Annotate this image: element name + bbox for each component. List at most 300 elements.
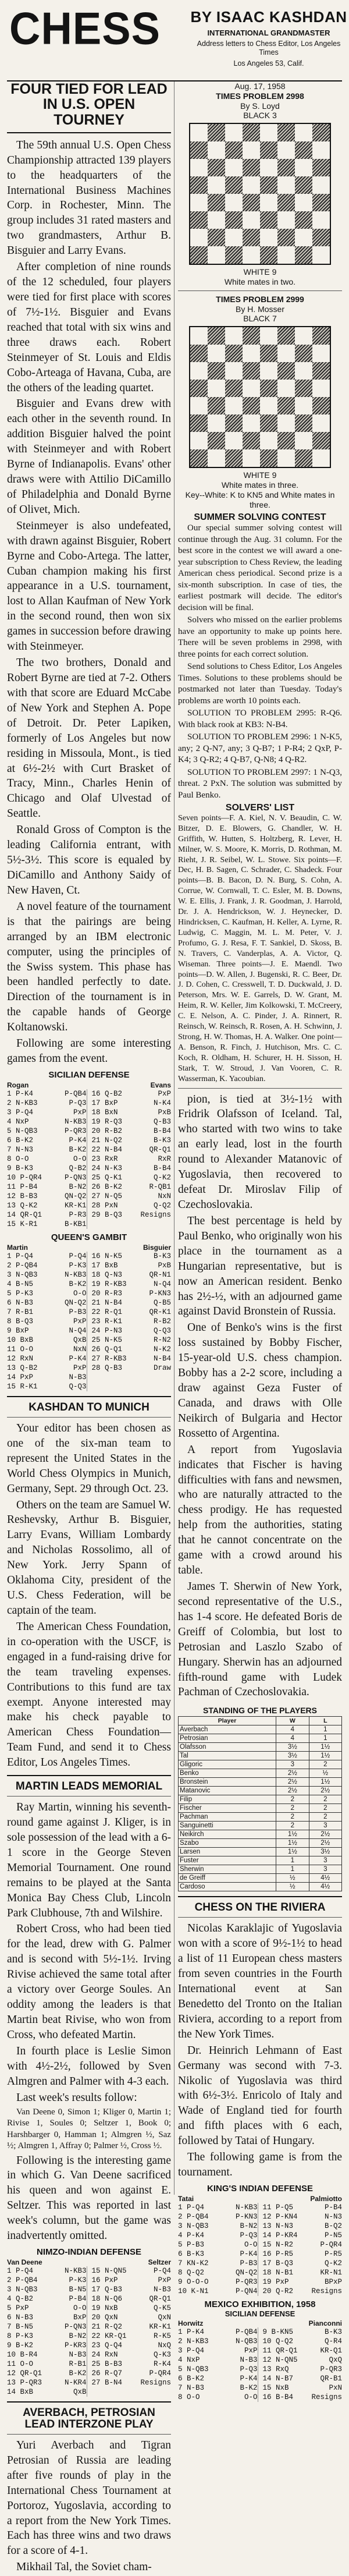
board-square [260, 211, 277, 229]
standings-row [179, 1804, 342, 1813]
move-row [92, 2378, 172, 2387]
article-paragraph: Dr. Heinrich Lehmann of East Germany was second with 7-3. Nikolic of Yugoslavia was third with 6½-3½. Enricolo of Italy and Wade of England tied for fourth and fifth places with 6 each, followed by Tatai of Hungary. [178, 2044, 342, 2148]
article-paragraph: Yuri Averbach and Tigran Petrosian of Russia are leading after five rounds of play in the International Chess Tournament at Portoroz, Yugoslavia, according to a report from the New York Times. Each has three wins and two draws for a score of 4-1. [7, 2439, 171, 2557]
white-move: 7 N-B3 [178, 2384, 205, 2392]
white-move: 8 O-O [178, 2393, 200, 2401]
article-paragraph: James T. Sherwin of New York, second representative of the U.S., has 1-4 score. He defeated Boris de Greiff of Colombia, but lost to Petrosian and Laszlo Szabo of Hungary. Sherwin has an adjourned fifth-round game with Ludek Pachman of Czechoslovakia. [178, 1581, 342, 1699]
black-move: P-QR3 [64, 1126, 87, 1135]
board-square [260, 159, 277, 176]
board-square [312, 397, 330, 414]
move-row [178, 2277, 258, 2287]
board-square [295, 194, 312, 211]
black-move: QR-K1 [149, 1308, 171, 1316]
board-square [190, 176, 208, 194]
article-paragraph: A report from Yugoslavia indicates that Fischer is having difficulties with fans and newsmen, who are naturally attracted to the chess prodigy. He has requested help from the authorities, stating that he cannot concentrate on the game with a crowd around his table. [178, 1443, 342, 1577]
board-square [312, 327, 330, 345]
standings-row [179, 1839, 342, 1848]
standings-title: STANDING OF THE PLAYERS [202, 1706, 318, 1716]
move-row [92, 1317, 172, 1326]
black-move: QxB [73, 2388, 87, 2397]
wins: 2 [276, 1813, 309, 1822]
move-row [92, 1261, 172, 1270]
problem-black-count: BLACK 3 [243, 111, 277, 121]
player-name: Gligoric [179, 1760, 276, 1769]
board-square [260, 194, 277, 211]
headline-interzone-1: AVERBACH, PETROSIAN [23, 2407, 155, 2419]
board-square [312, 159, 330, 176]
move-row [92, 1182, 172, 1192]
board-square [208, 449, 225, 467]
black-move: PxP [158, 2276, 171, 2285]
losses: 1½ [309, 1778, 341, 1787]
board-square [260, 449, 277, 467]
problem-date: Aug. 17, 1958 [234, 82, 286, 91]
white-move: 21 N-Q2 [91, 1136, 123, 1145]
results-list: Van Deene 0, Simon 1; Kliger 0, Martin 1; Rivise 1, Soules 0; Seltzer 1, Book 0; Harshbarger 0, Hamman 1; Almgren ½, Saz ½; Almgren 1, Affray 0; Palmer ½, Cross ½. [7, 2107, 171, 2150]
move-row [178, 2383, 258, 2393]
move-row [7, 2359, 87, 2369]
move-row [92, 1173, 172, 1182]
white-move: 22 N-B4 [91, 1145, 123, 1154]
board-square [243, 380, 260, 397]
white-move: 16 Q-B2 [91, 1089, 123, 1098]
board-square [295, 397, 312, 414]
article-paragraph: Others on the team are Samuel W. Reshevsky, Arthur B. Bisguier, Larry Evans, William Lombardy and Nicholas Rossolimo, all of New York. Jerry Spann of Oklahoma City, president of the U.S. Chess Federation, will be captain of the team. [7, 1498, 171, 1617]
problem-task: White mates in two. [224, 277, 296, 286]
losses: 1 [309, 1725, 341, 1734]
white-move: 4 B-N5 [7, 1280, 34, 1288]
move-row [7, 1382, 87, 1391]
white-move: 22 KR-Q1 [91, 2332, 127, 2341]
board-square [243, 246, 260, 264]
white-move: 24 N-K3 [91, 1164, 123, 1172]
losses: 2½ [309, 1787, 341, 1795]
move-row [178, 2240, 258, 2249]
white-move: 14 N-B7 [262, 2375, 294, 2383]
standings-row [179, 1883, 342, 1891]
wins: 3½ [276, 1743, 309, 1752]
black-move: B-B4 [153, 1164, 171, 1172]
move-row [263, 2337, 343, 2346]
white-move: 19 NxB [91, 2304, 118, 2313]
board-square [190, 345, 208, 362]
move-row [92, 2359, 172, 2369]
black-move: N-Q4 [69, 1326, 87, 1335]
white-move: 13 RxQ [262, 2365, 289, 2373]
standings-row [179, 1865, 342, 1874]
board-square [277, 194, 295, 211]
board-square [208, 327, 225, 345]
board-square [225, 194, 243, 211]
board-square [295, 229, 312, 246]
move-row [178, 2231, 258, 2240]
board-square [260, 176, 277, 194]
white-move: 11 O-O [7, 1345, 34, 1353]
black-move: P-B3 [240, 2259, 258, 2267]
board-square [277, 176, 295, 194]
losses: 3½ [309, 1848, 341, 1856]
black-move: P-QB4 [64, 1089, 87, 1098]
black-move: QxN [158, 2313, 171, 2322]
black-move: B-KB1 [64, 1220, 87, 1228]
player-name: Filip [179, 1795, 276, 1804]
board-square [277, 449, 295, 467]
board-square [260, 327, 277, 345]
black-move: O-O [73, 2304, 87, 2313]
board-square [243, 229, 260, 246]
black-move: Q-R4 [324, 2337, 342, 2345]
white-move: 18 BxN [91, 1108, 118, 1117]
move-row [7, 2304, 87, 2313]
black-move: QN-Q2 [64, 1192, 87, 1200]
white-move: 27 N-Q5 [91, 1192, 123, 1200]
white-move: 4 NxP [7, 1117, 29, 1126]
white-move: 8 P-K3 [7, 2332, 34, 2341]
move-row [7, 2313, 87, 2322]
white-move: 12 N-QN5 [262, 2356, 298, 2364]
white-move: 4 Q-B2 [7, 2295, 34, 2304]
white-move: 10 Q-Q2 [262, 2337, 294, 2345]
problem-author: By H. Mosser [235, 304, 284, 314]
address-line-1: Address letters to Chess Editor, Los Angeles Times [197, 39, 341, 57]
move-row [92, 1363, 172, 1373]
white-move: 11 QR-Q1 [262, 2347, 298, 2355]
losses: 1 [309, 1734, 341, 1743]
losses: 1½ [309, 1752, 341, 1760]
move-row [92, 1289, 172, 1298]
white-move: 11 P-B4 [7, 1182, 38, 1191]
move-row [92, 2304, 172, 2313]
white-move: 14 BxB [7, 2388, 34, 2397]
problem-white-count: WHITE 9 [243, 267, 277, 277]
black-move: N-B3 [69, 1373, 87, 1381]
white-move: 9 O-O-O [178, 2278, 209, 2286]
board-square [190, 141, 208, 159]
black-move: P-K4 [240, 2250, 258, 2258]
white-move: 12 QR-Q1 [7, 2369, 42, 2378]
board-square [190, 397, 208, 414]
white-move: 16 P-R5 [262, 2250, 294, 2258]
black-move: P-QN3 [64, 1173, 87, 1182]
board-square [190, 362, 208, 380]
black-move: KR-K1 [149, 2323, 171, 2331]
black-player: Palmiotto [310, 2195, 342, 2203]
losses: 2 [309, 1813, 341, 1822]
move-list [178, 2203, 342, 2296]
black-move: KR-N1 [320, 2269, 342, 2277]
move-column-right [258, 2203, 343, 2296]
board-square [190, 124, 208, 141]
black-move: B-N5 [69, 2286, 87, 2294]
headline-solvers: SOLVERS' LIST [225, 803, 295, 813]
game-players [178, 2195, 342, 2203]
wins: 2 [276, 1795, 309, 1804]
standings-table [178, 1716, 342, 1891]
move-row [263, 2231, 343, 2240]
standings-row [179, 1778, 342, 1787]
move-column-left [178, 2327, 258, 2402]
move-row [92, 1136, 172, 1145]
black-move: QxQ [329, 2356, 342, 2364]
black-move: P-K4 [240, 2375, 258, 2383]
board-square [312, 246, 330, 264]
black-move: N-KB3 [64, 1270, 87, 1279]
player-name: Neikirch [179, 1830, 276, 1839]
board-square [277, 432, 295, 449]
losses: 4½ [309, 1874, 341, 1883]
black-move: N-B3 [153, 2286, 171, 2294]
board-square [277, 345, 295, 362]
move-row [7, 1280, 87, 1289]
board-square [277, 159, 295, 176]
move-row [92, 1164, 172, 1173]
move-row [7, 1298, 87, 1308]
white-move: 12 RxN [7, 1354, 34, 1363]
white-move: 5 N-QB3 [7, 1126, 38, 1135]
standings-row [179, 1830, 342, 1839]
white-move: 15 N-QN5 [91, 2267, 127, 2276]
black-move: QxB [73, 1335, 87, 1344]
player-name: Sherwin [179, 1865, 276, 1874]
white-move: 22 R-Q1 [91, 1308, 123, 1316]
black-move: B-N2 [69, 1182, 87, 1191]
board-square [243, 397, 260, 414]
player-name: Fischer [179, 1804, 276, 1813]
black-move: QR-N1 [149, 1270, 171, 1279]
white-move: 10 B-R4 [7, 2351, 38, 2359]
move-row [7, 1117, 87, 1126]
board-square [295, 345, 312, 362]
board-square [208, 159, 225, 176]
board-square [243, 124, 260, 141]
move-row [7, 1308, 87, 1317]
losses: 2½ [309, 1839, 341, 1848]
player-name: Averbach [179, 1725, 276, 1734]
move-row [92, 2341, 172, 2350]
board-square [243, 194, 260, 211]
standings-body [179, 1725, 342, 1891]
address-line-2: Los Angeles 53, Calif. [233, 59, 304, 68]
standings-row [179, 1795, 342, 1804]
board-square [312, 176, 330, 194]
board-square [190, 449, 208, 467]
game-title: MEXICO EXHIBITION, 1958 [204, 2299, 316, 2309]
game-players [7, 1081, 171, 1089]
white-move: 17 B-Q3 [262, 2259, 294, 2267]
black-move: PxP [73, 1108, 87, 1117]
board-square [260, 362, 277, 380]
white-move: 27 B-N4 [91, 2379, 123, 2387]
black-move: P-QB4 [235, 2328, 258, 2336]
white-move: 5 P-B3 [178, 2241, 205, 2249]
white-player: Van Deene [7, 2258, 42, 2267]
move-row [7, 2294, 87, 2304]
white-move: 7 KN-K2 [178, 2259, 209, 2267]
black-move: O-O [244, 2393, 258, 2401]
move-column-right [87, 2266, 172, 2397]
move-row [178, 2355, 258, 2365]
black-move: P-K3 [69, 2276, 87, 2285]
move-row [263, 2327, 343, 2337]
black-move: Q-B3 [153, 1117, 171, 1126]
wins: 2½ [276, 1787, 309, 1795]
move-row [92, 1089, 172, 1099]
move-row [7, 1252, 87, 1261]
article-paragraph: The following game is from the tournament. [178, 2151, 342, 2179]
white-move: 9 B-K3 [7, 1164, 34, 1172]
white-move: 10 K-N1 [178, 2287, 209, 2295]
white-move: 14 P-KR4 [262, 2231, 298, 2240]
move-list [7, 1252, 171, 1391]
losses: 2½ [309, 1830, 341, 1839]
move-row [7, 1261, 87, 1270]
move-row [178, 2365, 258, 2374]
article-paragraph: A novel feature of the tournament is that the pairings are being arranged by an IBM electronic computer, using the principles of the Swiss system. This phase has been handled perfectly to date. Direction of the tournament is in the capable hands of George Koltanowski. [7, 900, 171, 1034]
article-paragraph: In fourth place is Leslie Simon with 4½-2½, followed by Sven Almgren and Palmer with 4-3 each. [7, 2044, 171, 2088]
move-column-left [178, 2203, 258, 2296]
section-rule [7, 1396, 171, 1397]
board-square [190, 432, 208, 449]
board-square [312, 414, 330, 432]
standings-row [179, 1822, 342, 1830]
move-row [263, 2240, 343, 2249]
board-square [225, 124, 243, 141]
black-move: P-K4 [69, 1354, 87, 1363]
solvers-list: Seven points—F. A. Kiel, N. V. Beaudin, C. W. Bitzer, D. E. Blowers, G. Chandler, W. H. Griffith, W. Hutten, S. Holtzberg, R. Lever, H. Milner, W. S. Moore, K. Morris, D. Rothman, M. Rieht, J. R. Seibel, W. L. Stowe. Six points—F. Dec, H. B. Sagen, C. Schrader, C. Shadeck. Four points—B. B. Bacon, D. N. Burg, S. Cohn, A. Corrue, W. Cornwall, T. C. Esler, M. B. Downs, W. E. Ellis, J. Frank, J. R. Goodman, J. Harrold, Dr. J. A. Hendrickson, W. J. Heynecker, D. Hindricksen, C. Kaufman, H. Keller, A. Lyrne, R. Ludwig, C. Maggin, M. L. M. Peter, V. J. Profumo, G. J. Resa, F. T. Sankiel, D. Skoss, B. N. Travers, C. Vanderplas, A. A. Victor, Q. Wiseman. Three points—J. E. Maendl. Two points—D. W. Allen, J. Bugenski, R. C. Beer, Dr. J. D. Cohen, C. Cresswell, T. D. Duckwald, J. D. Peterson, Mrs. W. E. Garrels, D. W. Grant, M. Heim, R. W. Keller, Jim Kolkowski, T. McCreery, C. E. Nelson, A. C. Pinder, J. A. Rinnert, R. Reinsch, W. Reinsch, R. Rosen, A. H. Schwinn, J. Strong, H. W. Thomas, H. A. Walker. One point—A. Benson, R. Finch, J. Hutchison, Mrs. C. C. Koch, R. Oldham, H. Schurer, H. H. Sisson, H. Stark, T. W. Stroud, J. Van Vooren, C. R. Wasserman, K. Yacoubian. [178, 813, 342, 1083]
black-move: B-K3 [153, 1252, 171, 1260]
white-move: 2 N-KB3 [178, 2337, 209, 2345]
headline-open-1: FOUR TIED FOR LEAD [10, 81, 168, 97]
black-player: Seltzer [148, 2258, 171, 2267]
black-move: QR-Q1 [149, 1145, 171, 1154]
move-row [7, 1145, 87, 1154]
wins: 4 [276, 1725, 309, 1734]
player-name: Matanovic [179, 1787, 276, 1795]
standings-row [179, 1787, 342, 1795]
board-square [190, 414, 208, 432]
move-row [92, 1154, 172, 1164]
move-row [92, 2322, 172, 2331]
board-square [312, 432, 330, 449]
white-move: 28 PxN [91, 1201, 118, 1210]
board-square [208, 362, 225, 380]
player-name: Petrosian [179, 1734, 276, 1743]
move-row [7, 1108, 87, 1117]
game-players [178, 2319, 342, 2327]
game-subtitle: SICILIAN DEFENSE [225, 2309, 295, 2318]
section-rule [178, 1917, 342, 1918]
board-square [243, 432, 260, 449]
black-move: BPxP [324, 2278, 342, 2286]
move-row [263, 2365, 343, 2374]
move-row [263, 2346, 343, 2355]
move-row [7, 2331, 87, 2341]
standings-header-won: W [276, 1717, 309, 1725]
player-name: Sanguinetti [179, 1822, 276, 1830]
wins: 1 [276, 1865, 309, 1874]
player-name: de Greiff [179, 1874, 276, 1883]
board-square [208, 124, 225, 141]
board-square [225, 229, 243, 246]
move-row [92, 1126, 172, 1136]
move-row [7, 1373, 87, 1382]
masthead [7, 2, 347, 82]
move-column-left [7, 1252, 87, 1391]
black-move: Q-K2 [324, 2259, 342, 2267]
standings-header-row [179, 1717, 342, 1725]
move-row [263, 2287, 343, 2296]
board-square [243, 211, 260, 229]
wins: 1 [276, 1856, 309, 1865]
move-row [92, 1117, 172, 1126]
white-move: 20 R-R3 [91, 1289, 123, 1298]
move-row [7, 1363, 87, 1373]
board-square [190, 194, 208, 211]
board-square [225, 211, 243, 229]
move-row [263, 2212, 343, 2221]
white-move: 16 PxP [91, 2276, 118, 2285]
game-title: SICILIAN DEFENSE [48, 1069, 130, 1080]
move-row [92, 1326, 172, 1335]
black-move: P-Q3 [240, 2365, 258, 2373]
byline-block [188, 8, 349, 68]
move-row [92, 1280, 172, 1289]
standings-header-player: Player [179, 1717, 276, 1725]
article-paragraph: Send solutions to Chess Editor, Los Angeles Times. Solutions to these problems should be postmarked not later than Tuesday. Today's problems are worth 10 points each. [178, 662, 342, 706]
wins: 1½ [276, 1830, 309, 1839]
board-square [225, 362, 243, 380]
black-move: B-K2 [69, 1280, 87, 1288]
black-move: RxR [158, 1154, 171, 1163]
board-square [225, 345, 243, 362]
black-move: R-B1 [69, 2360, 87, 2369]
board-square [208, 414, 225, 432]
black-move: Q-K2 [153, 1173, 171, 1182]
white-move: 15 R-K1 [7, 1382, 38, 1391]
game-players [7, 1243, 171, 1252]
black-move: N-K4 [153, 1099, 171, 1107]
board-square [190, 327, 208, 345]
white-move: 14 QR-Q1 [7, 1210, 42, 1219]
white-move: 17 BxP [91, 1099, 118, 1107]
move-column-right [258, 2327, 343, 2402]
white-move: 26 B-K2 [91, 1182, 123, 1191]
black-move: P-QN4 [235, 2287, 258, 2295]
board-square [208, 345, 225, 362]
black-move: P-B4 [324, 2203, 342, 2212]
problem-note: Key--White: K to KN5 and White mates in three. [185, 490, 335, 509]
move-row [263, 2268, 343, 2277]
black-move: R-N2 [153, 1335, 171, 1344]
black-move: P-QR3 [320, 2365, 342, 2373]
move-row [7, 1201, 87, 1210]
move-row [7, 2341, 87, 2350]
move-row [7, 1289, 87, 1298]
standings-row [179, 1769, 342, 1778]
white-move: 6 N-B3 [7, 1298, 34, 1307]
black-move: R-K5 [153, 2332, 171, 2341]
white-move: 8 B-Q3 [7, 1317, 34, 1326]
board-square [295, 327, 312, 345]
move-row [7, 1154, 87, 1164]
black-move: QR-B1 [320, 2375, 342, 2383]
white-move: 19 R-Q3 [91, 1117, 123, 1126]
black-move: KR-Q1 [320, 2347, 342, 2355]
board-square [295, 141, 312, 159]
move-row [178, 2212, 258, 2221]
wins: 4 [276, 1734, 309, 1743]
board-square [277, 124, 295, 141]
